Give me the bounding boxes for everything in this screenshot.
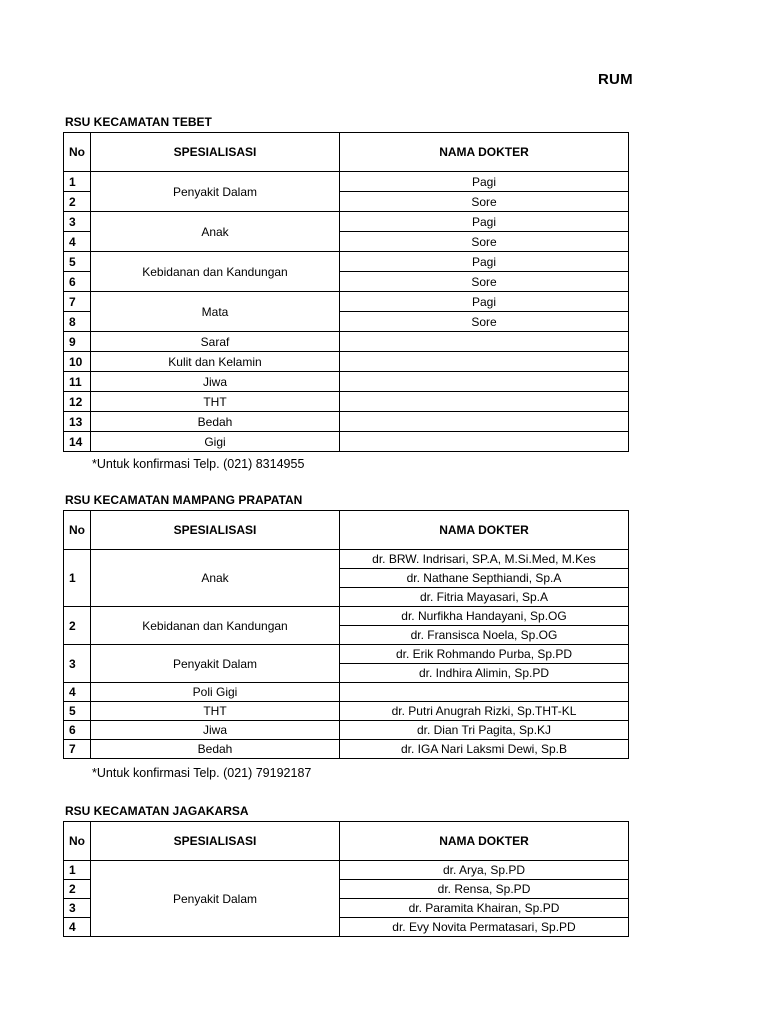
row-no: 8 (64, 312, 91, 332)
row-spesialisasi: Anak (91, 212, 340, 252)
row-no: 1 (64, 172, 91, 192)
header-nama-dokter: NAMA DOKTER (340, 822, 629, 861)
row-dokter: dr. Fransisca Noela, Sp.OG (340, 626, 629, 645)
row-dokter (340, 332, 629, 352)
note-tebet: *Untuk konfirmasi Telp. (021) 8314955 (92, 457, 305, 471)
row-dokter (340, 392, 629, 412)
row-dokter: dr. Paramita Khairan, Sp.PD (340, 899, 629, 918)
row-no: 12 (64, 392, 91, 412)
row-dokter: dr. Arya, Sp.PD (340, 861, 629, 880)
row-spesialisasi: Jiwa (91, 721, 340, 740)
table-row (64, 372, 629, 392)
row-dokter: Sore (340, 312, 629, 332)
row-dokter: dr. Putri Anugrah Rizki, Sp.THT-KL (340, 702, 629, 721)
section-title-jagakarsa: RSU KECAMATAN JAGAKARSA (65, 804, 249, 818)
row-dokter: dr. Nathane Septhiandi, Sp.A (340, 569, 629, 588)
table-row (64, 432, 629, 452)
row-dokter: dr. Indhira Alimin, Sp.PD (340, 664, 629, 683)
row-dokter: Pagi (340, 252, 629, 272)
row-no: 7 (64, 740, 91, 759)
row-no: 11 (64, 372, 91, 392)
row-no: 6 (64, 272, 91, 292)
row-spesialisasi: Jiwa (91, 372, 340, 392)
row-spesialisasi: Kebidanan dan Kandungan (91, 252, 340, 292)
row-spesialisasi: Penyakit Dalam (91, 172, 340, 212)
row-no: 13 (64, 412, 91, 432)
table-row (64, 212, 629, 232)
table-row (64, 252, 629, 272)
table-row (64, 702, 629, 721)
table-row (64, 645, 629, 664)
table-mampang (63, 510, 629, 759)
table-row (64, 607, 629, 626)
table-header-row (64, 511, 629, 550)
row-no: 2 (64, 607, 91, 645)
row-spesialisasi: Anak (91, 550, 340, 607)
header-no: No (64, 822, 91, 861)
header-spesialisasi: SPESIALISASI (91, 511, 340, 550)
row-dokter: dr. Dian Tri Pagita, Sp.KJ (340, 721, 629, 740)
header-spesialisasi: SPESIALISASI (91, 822, 340, 861)
row-no: 1 (64, 550, 91, 607)
row-no: 5 (64, 252, 91, 272)
row-dokter: dr. Fitria Mayasari, Sp.A (340, 588, 629, 607)
row-dokter: Sore (340, 272, 629, 292)
row-dokter (340, 683, 629, 702)
row-spesialisasi: Penyakit Dalam (91, 861, 340, 937)
row-dokter (340, 352, 629, 372)
row-no: 3 (64, 899, 91, 918)
row-dokter: dr. BRW. Indrisari, SP.A, M.Si.Med, M.Kes (340, 550, 629, 569)
row-no: 1 (64, 861, 91, 880)
table-row (64, 412, 629, 432)
page-title: RUM (598, 71, 633, 88)
row-spesialisasi: Bedah (91, 740, 340, 759)
table-tebet (63, 132, 629, 452)
row-dokter (340, 412, 629, 432)
row-dokter: Pagi (340, 172, 629, 192)
header-nama-dokter: NAMA DOKTER (340, 133, 629, 172)
row-no: 2 (64, 880, 91, 899)
table-row (64, 292, 629, 312)
row-dokter (340, 372, 629, 392)
table-row (64, 332, 629, 352)
row-dokter: dr. Evy Novita Permatasari, Sp.PD (340, 918, 629, 937)
row-no: 3 (64, 212, 91, 232)
row-dokter: Sore (340, 232, 629, 252)
table-row (64, 392, 629, 412)
row-no: 4 (64, 683, 91, 702)
header-spesialisasi: SPESIALISASI (91, 133, 340, 172)
row-no: 5 (64, 702, 91, 721)
row-no: 10 (64, 352, 91, 372)
row-no: 9 (64, 332, 91, 352)
section-title-tebet: RSU KECAMATAN TEBET (65, 115, 212, 129)
table-row (64, 740, 629, 759)
table-header-row (64, 133, 629, 172)
row-spesialisasi: Mata (91, 292, 340, 332)
header-no: No (64, 133, 91, 172)
section-title-mampang: RSU KECAMATAN MAMPANG PRAPATAN (65, 493, 303, 507)
table-header-row (64, 822, 629, 861)
header-nama-dokter: NAMA DOKTER (340, 511, 629, 550)
row-no: 6 (64, 721, 91, 740)
table-row (64, 550, 629, 569)
header-no: No (64, 511, 91, 550)
row-no: 4 (64, 232, 91, 252)
row-spesialisasi: Kulit dan Kelamin (91, 352, 340, 372)
row-dokter: dr. Erik Rohmando Purba, Sp.PD (340, 645, 629, 664)
row-spesialisasi: Gigi (91, 432, 340, 452)
row-spesialisasi: THT (91, 702, 340, 721)
table-jagakarsa (63, 821, 629, 937)
table-row (64, 721, 629, 740)
table-row (64, 172, 629, 192)
row-no: 3 (64, 645, 91, 683)
row-no: 4 (64, 918, 91, 937)
row-spesialisasi: Saraf (91, 332, 340, 352)
row-dokter: Sore (340, 192, 629, 212)
row-no: 7 (64, 292, 91, 312)
table-row (64, 352, 629, 372)
row-dokter: Pagi (340, 292, 629, 312)
row-spesialisasi: Kebidanan dan Kandungan (91, 607, 340, 645)
row-dokter (340, 432, 629, 452)
row-no: 2 (64, 192, 91, 212)
table-row (64, 861, 629, 880)
row-no: 14 (64, 432, 91, 452)
row-dokter: dr. Rensa, Sp.PD (340, 880, 629, 899)
table-row (64, 683, 629, 702)
row-spesialisasi: Poli Gigi (91, 683, 340, 702)
row-dokter: dr. IGA Nari Laksmi Dewi, Sp.B (340, 740, 629, 759)
note-mampang: *Untuk konfirmasi Telp. (021) 79192187 (92, 766, 312, 780)
row-spesialisasi: Penyakit Dalam (91, 645, 340, 683)
row-spesialisasi: Bedah (91, 412, 340, 432)
row-dokter: dr. Nurfikha Handayani, Sp.OG (340, 607, 629, 626)
row-spesialisasi: THT (91, 392, 340, 412)
row-dokter: Pagi (340, 212, 629, 232)
